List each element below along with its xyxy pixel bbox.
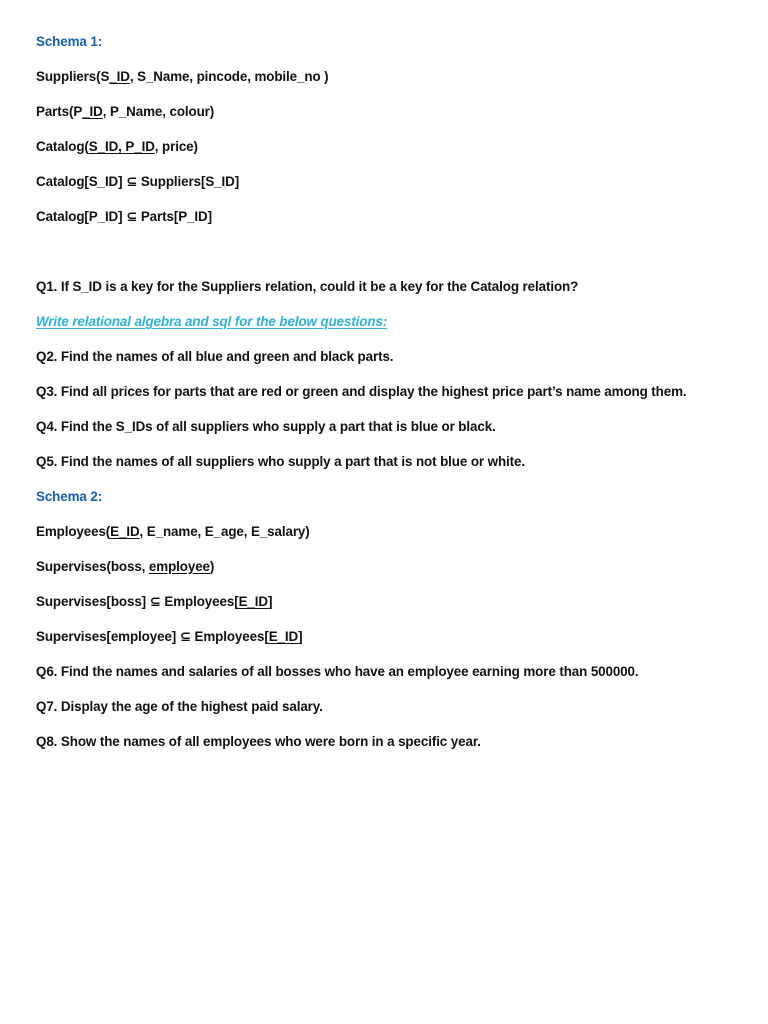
catalog-constraint-pid: Catalog[P_ID] ⊆ Parts[P_ID] bbox=[36, 209, 212, 224]
catalog-pre: Catalog( bbox=[36, 139, 89, 154]
schema1-heading: Schema 1: bbox=[36, 34, 103, 49]
question-q7: Q7. Display the age of the highest paid salary. bbox=[36, 699, 323, 714]
suppliers-relation bbox=[36, 68, 748, 86]
employees-post: , E_name, E_age, E_salary) bbox=[139, 524, 310, 539]
catalog-relation bbox=[36, 138, 748, 156]
constraint-boss-post: ] bbox=[267, 594, 273, 609]
constraint-boss-key: E_ID bbox=[238, 594, 268, 609]
constraint-boss-pre: Supervises[boss] ⊆ Employees[ bbox=[36, 594, 239, 609]
suppliers-post: , S_Name, pincode, mobile_no ) bbox=[129, 69, 329, 84]
parts-relation bbox=[36, 103, 748, 121]
supervises-post: ) bbox=[209, 559, 215, 574]
supervises-relation bbox=[36, 558, 748, 576]
catalog-post: , price) bbox=[154, 139, 198, 154]
question-q1: Q1. If S_ID is a key for the Suppliers relation, could it be a key for the Catalog relation? bbox=[36, 279, 579, 294]
constraint-employee-post: ] bbox=[298, 629, 303, 644]
employees-pre: Employees( bbox=[36, 524, 111, 539]
question-q2: Q2. Find the names of all blue and green and black parts. bbox=[36, 349, 394, 364]
supervises-constraint-employee bbox=[36, 628, 748, 646]
question-q8: Q8. Show the names of all employees who were born in a specific year. bbox=[36, 734, 481, 749]
catalog-constraint-sid: Catalog[S_ID] ⊆ Suppliers[S_ID] bbox=[36, 174, 240, 189]
catalog-key2: P_ID bbox=[125, 139, 155, 154]
schema2-heading: Schema 2: bbox=[36, 489, 103, 504]
suppliers-pre: Suppliers(S bbox=[36, 69, 110, 84]
instruction-text: Write relational algebra and sql for the below questions: bbox=[36, 314, 388, 329]
catalog-sep: , bbox=[118, 139, 126, 154]
supervises-pre: Supervises(boss, bbox=[36, 559, 149, 574]
supervises-key: employee bbox=[148, 559, 210, 574]
parts-key: _ID bbox=[82, 104, 103, 119]
question-q5: Q5. Find the names of all suppliers who supply a part that is not blue or white. bbox=[36, 454, 526, 469]
employees-relation bbox=[36, 523, 748, 541]
constraint-employee-pre: Supervises[employee] ⊆ Employees[ bbox=[36, 629, 269, 644]
catalog-key1: S_ID bbox=[88, 139, 119, 154]
supervises-constraint-boss bbox=[36, 593, 748, 611]
constraint-employee-key: E_ID bbox=[268, 629, 299, 644]
question-q6: Q6. Find the names and salaries of all bosses who have an employee earning more than 500000. bbox=[36, 664, 639, 679]
employees-key: E_ID bbox=[110, 524, 140, 539]
parts-pre: Parts(P bbox=[36, 104, 83, 119]
suppliers-key: _ID bbox=[109, 69, 130, 84]
question-q3: Q3. Find all prices for parts that are red or green and display the highest price part’s name among them. bbox=[36, 384, 687, 399]
parts-post: , P_Name, colour) bbox=[102, 104, 215, 119]
question-q4: Q4. Find the S_IDs of all suppliers who supply a part that is blue or black. bbox=[36, 419, 496, 434]
